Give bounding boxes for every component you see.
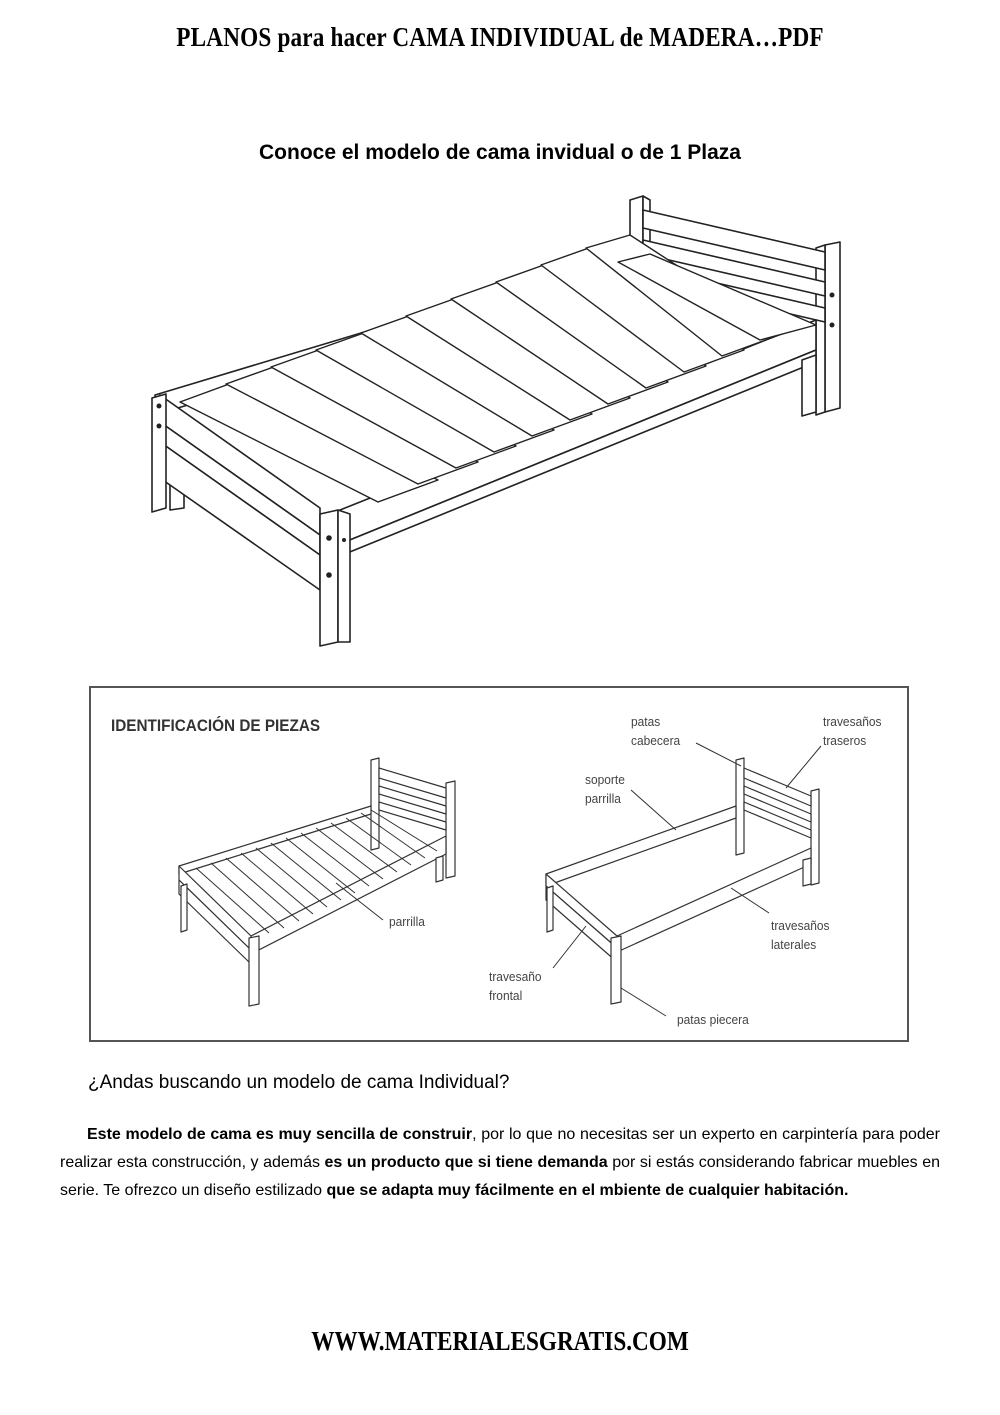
label-travesanos-traseros-line2: traseros (823, 733, 867, 748)
label-soporte-parrilla-line1: soporte (585, 772, 625, 787)
label-travesanos-traseros-line1: travesaños (823, 714, 882, 729)
bed-illustration (140, 190, 860, 660)
label-travesano-frontal-line1: travesaño (489, 969, 542, 984)
section-subtitle: Conoce el modelo de cama invidual o de 1 Plaza (259, 141, 741, 164)
page-title: PLANOS para hacer CAMA INDIVIDUAL de MADERA…PDF (176, 22, 824, 52)
para-bold-2: es un producto que si tiene demanda (324, 1154, 608, 1171)
label-patas-piecera: patas piecera (677, 1012, 749, 1027)
para-bold-3: que se adapta muy fácilmente en el mbiente de cualquier habitación. (326, 1182, 849, 1199)
label-parrilla: parrilla (389, 914, 425, 929)
label-patas-cabecera-line1: patas (631, 714, 661, 729)
label-travesano-frontal-line2: frontal (489, 988, 523, 1003)
label-travesanos-laterales-line1: travesaños (771, 918, 830, 933)
description-paragraph (60, 1121, 940, 1205)
footer-website: WWW.MATERIALESGRATIS.COM (311, 1326, 689, 1356)
label-travesanos-laterales-line2: laterales (771, 937, 817, 952)
label-patas-cabecera-line2: cabecera (631, 733, 681, 748)
para-text-1: , por lo que no necesitas ser un experto en carpintería para poder realizar esta construcción, y además (60, 1126, 940, 1171)
label-soporte-parrilla-line2: parrilla (585, 791, 621, 806)
intro-question: ¿Andas buscando un modelo de cama Individual? (88, 1072, 510, 1093)
para-text-2: por si estás considerando fabricar muebles en serie. Te ofrezco un diseño estilizado (60, 1154, 940, 1199)
para-bold-1: Este modelo de cama es muy sencilla de construir (87, 1126, 473, 1143)
parts-identification-title: IDENTIFICACIÓN DE PIEZAS (111, 716, 321, 735)
parts-identification-panel (89, 686, 909, 1042)
